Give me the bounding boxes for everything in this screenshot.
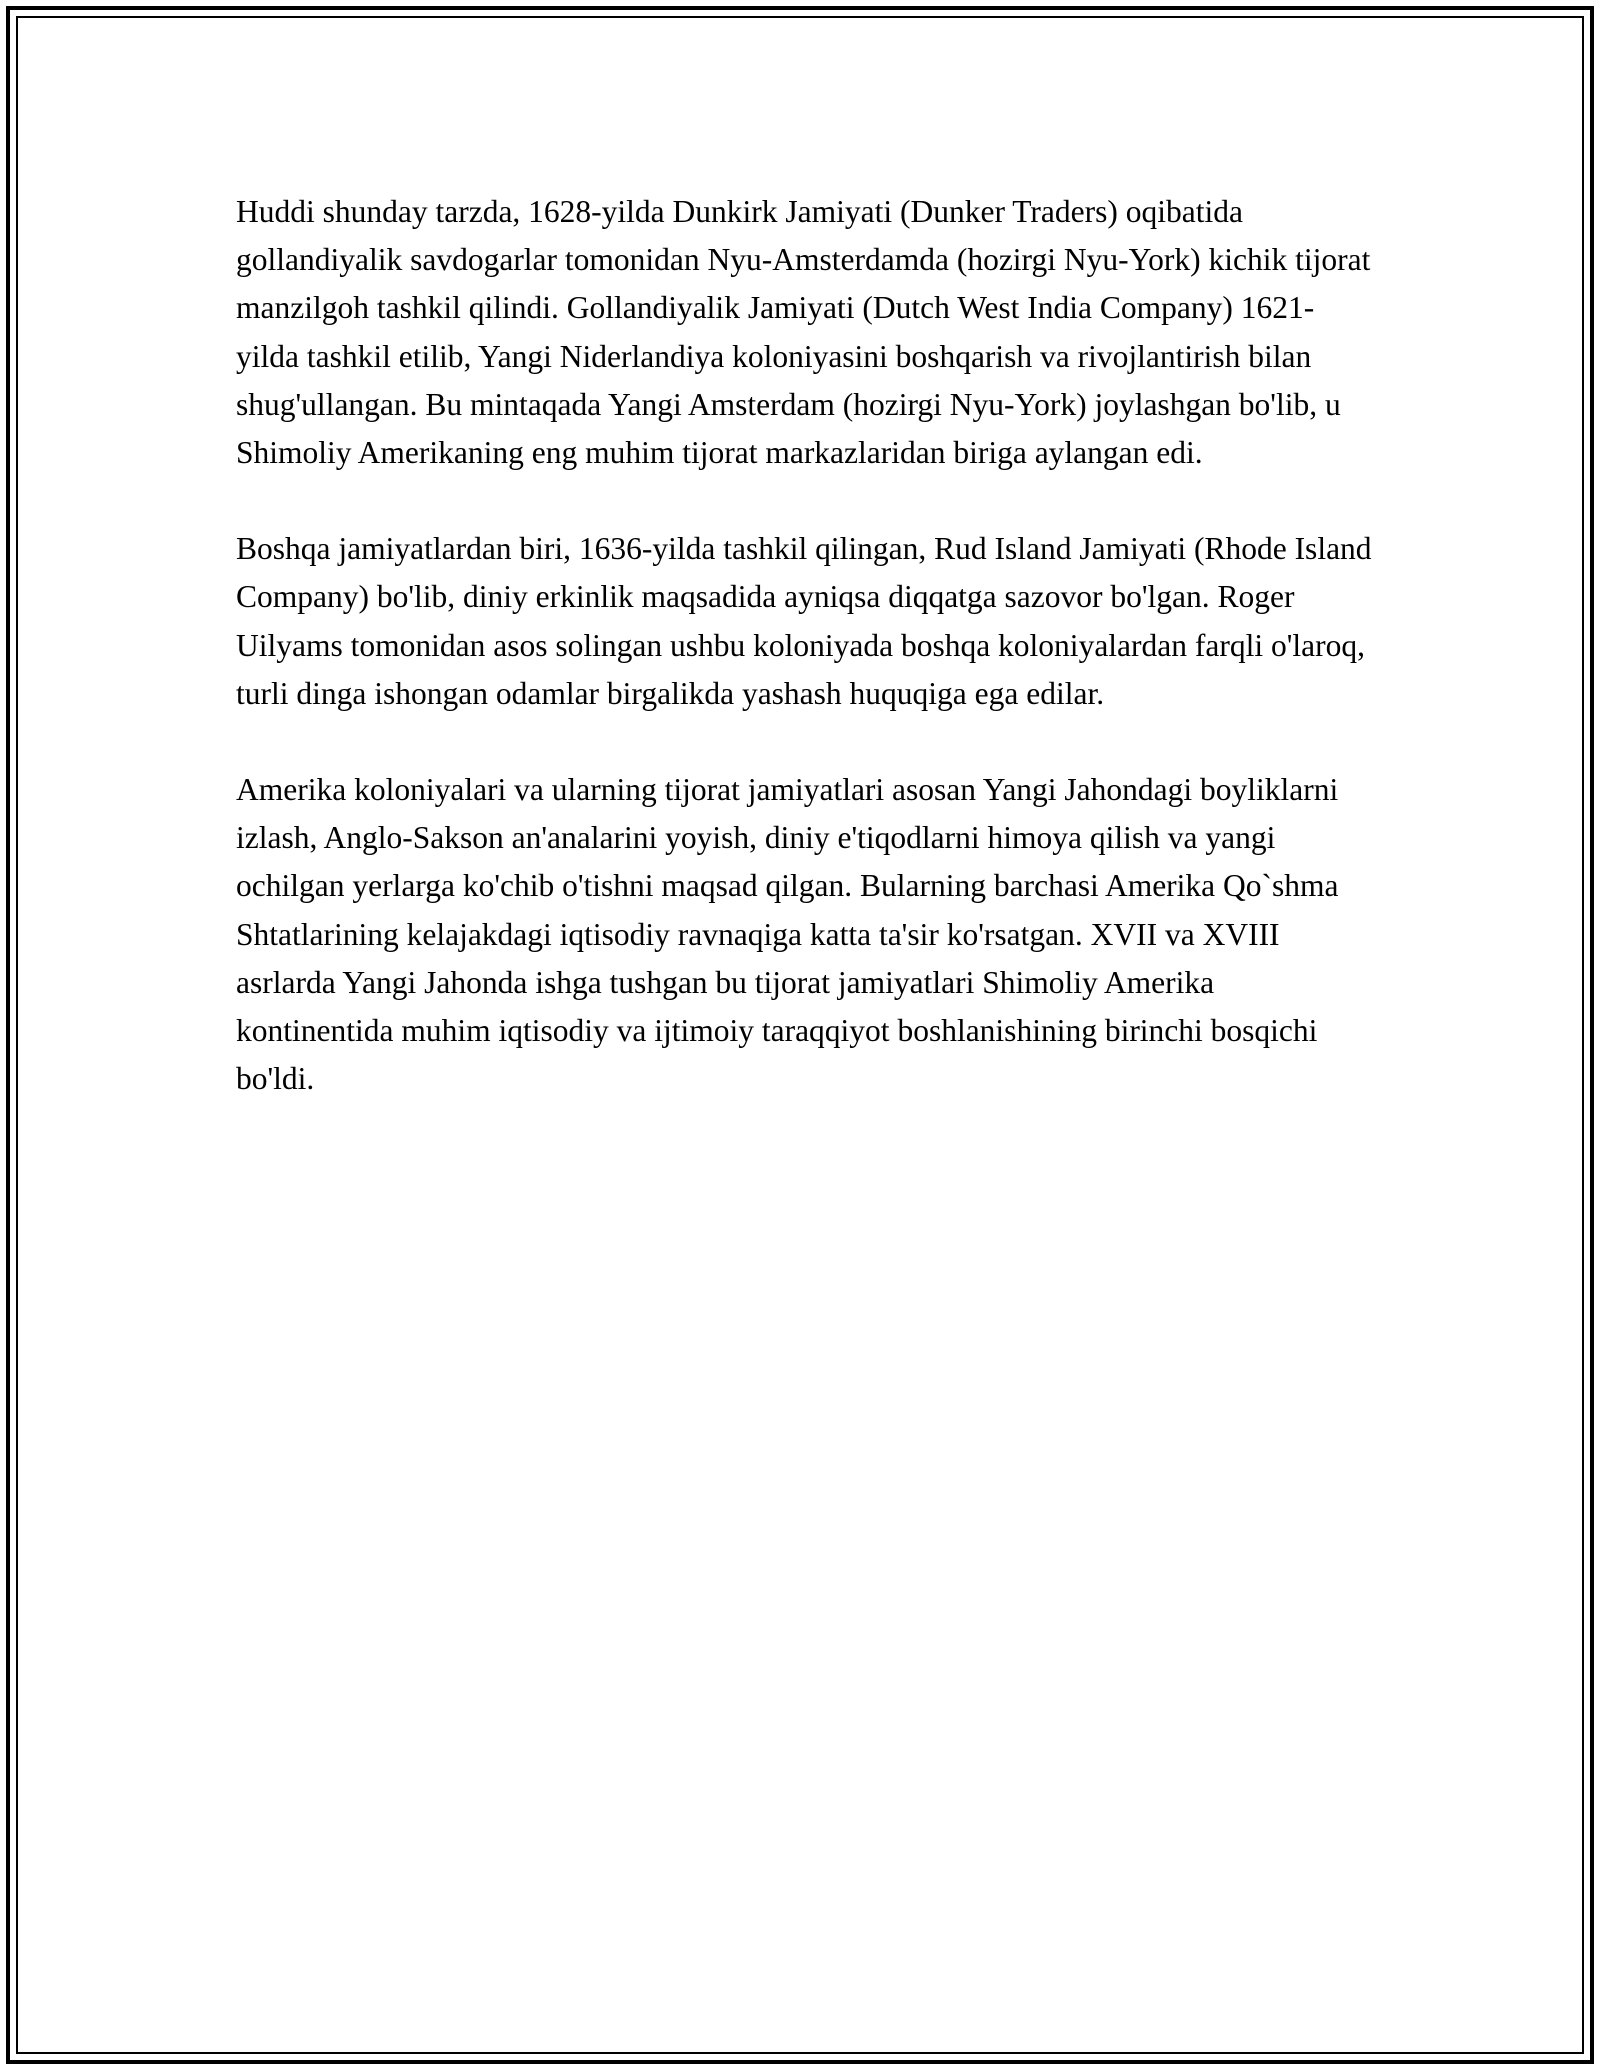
paragraph-american-colonies: Amerika koloniyalari va ularning tijorat jamiyatlari asosan Yangi Jahondagi boyliklarni izlash, Anglo-Sakson an'analarini yoyish, diniy e'tiqodlarni himoya qilish va yangi ochilgan yerlarga ko'chib o'tishni maqsad qilgan. Bularning barchasi Amerika Qo`shma Shtatlarining kelajakdagi iqtisodiy ravnaqiga katta ta'sir ko'rsatgan. XVII va XVIII asrlarda Yangi Jahonda ishga tushgan bu tijorat jamiyatlari Shimoliy Amerika kontinentida muhim iqtisodiy va ijtimoiy taraqqiyot boshlanishining birinchi bosqichi bo'ldi. (236, 772, 1339, 1097)
paragraph-rhode-island: Boshqa jamiyatlardan biri, 1636-yilda tashkil qilingan, Rud Island Jamiyati (Rhode Island Company) bo'lib, diniy erkinlik maqsadida ayniqsa diqqatga sazovor bo'lgan. Roger Uilyams tomonidan asos solingan ushbu koloniyada boshqa koloniyalardan farqli o'laroq, turli dinga ishongan odamlar birgalikda yashash huquqiga ega edilar. (236, 531, 1372, 711)
paragraph-dutch-traders: Huddi shunday tarzda, 1628-yilda Dunkirk Jamiyati (Dunker Traders) oqibatida gollandiyalik savdogarlar tomonidan Nyu-Amsterdamda (hozirgi Nyu-York) kichik tijorat manzilgoh tashkil qilindi. Gollandiyalik Jamiyati (Dutch West India Company) 1621-yilda tashkil etilib, Yangi Niderlandiya koloniyasini boshqarish va rivojlantirish bilan shug'ullangan. Bu mintaqada Yangi Amsterdam (hozirgi Nyu-York) joylashgan bo'lib, u Shimoliy Amerikaning eng muhim tijorat markazlaridan biriga aylangan edi. (236, 194, 1371, 471)
document-body (236, 188, 1376, 1151)
